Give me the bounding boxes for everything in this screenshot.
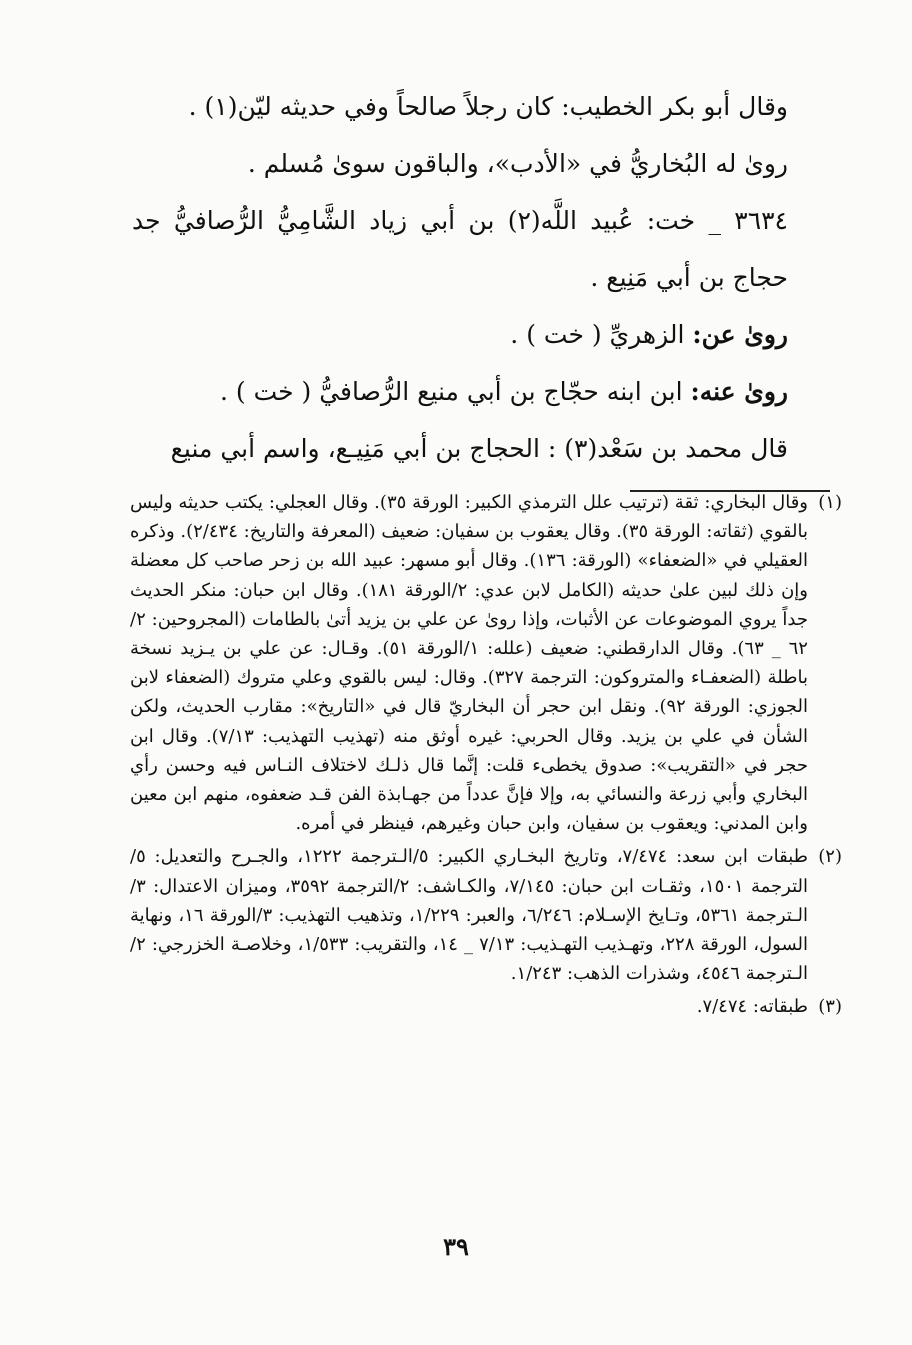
paragraph-6: قال محمد بن سَعْد(٣) : الحجاج بن أبي مَنِيـع، واسم أبي منيع <box>170 434 788 463</box>
footnote-number: (١) <box>818 492 842 513</box>
page-number: ٣٩ <box>443 1232 469 1261</box>
footnote-2 <box>130 842 842 988</box>
narrated-by-label: روىٰ عنه: <box>690 377 788 406</box>
footnote-text: طبقاته: ٧/٤٧٤. <box>696 996 808 1018</box>
narrated-from-text: الزهريِّ ( خت ) . <box>510 320 685 349</box>
footnote-text: طبقات ابن سعد: ٧/٤٧٤، وتاريخ البخـاري الكبير: ٥/الـترجمة ١٢٢٢، والجـرح والتعديل: ٥/الترجمة ١٥٠١، وثقـات ابن حبان: ٧/١٤٥، والكـاشف: ٢/الترجمة ٣٥٩٢، وميزان الاعتدال: ٣/الـترجمة ٥٣٦١، وتـايخ الإسـلام: ٦/٢٤٦، والعبر: ١/٢٢٩، وتذهيب التهذيب: ٣/الورقة ١٦، ونهاية السول، الورقة ٢٢٨، وتهـذيب التهـذيب: ٧/١٣ _ ١٤، والتقريب: ١/٥٣٣، وخلاصـة الخزرجي: ٢/الـترجمة ٤٥٤٦، وشذرات الذهب: ١/٢٤٣. <box>130 846 808 985</box>
entry-heading: ٣٦٣٤ _ خت: عُبيد اللَّه(٢) بن أبي زياد الشَّامِيُّ الرُّصافيُّ جد حجاج بن أبي مَنِيع . <box>132 206 788 292</box>
narrated-from-label: روىٰ عن: <box>692 320 788 349</box>
footnote-text: وقال البخاري: ثقة (ترتيب علل الترمذي الكبير: الورقة ٣٥). وقال العجلي: يكتب حديثه وليس بالقوي (ثقاته: الورقة ٣٥). وقال يعقوب بن سفيان: ضعيف (المعرفة والتاريخ: ٢/٤٣٤). وذكره العقيلي في «الضعفاء» (الورقة: ١٣٦). وقال أبو مسهر: عبيد الله بن زحر صاحب كل معضلة وإن ذلك لبين علىٰ حديثه (الكامل لابن عدي: ٢/الورقة ١٨١). وقال ابن حبان: منكر الحديث جداً يروي الموضوعات عن الأثبات، وإذا روىٰ عن علي بن يزيد أتىٰ بالطامات (المجروحين: ٢/ ٦٢ _ ٦٣). وقال الدارقطني: ضعيف (علله: ١/الورقة ٥١). وقـال: عن علي بن يـزيد نسخة باطلة (الضعفـاء والمتروكون: الترجمة ٣٢٧). وقال: ليس بالقوي وعلي متروك (الضعفاء لابن الجوزي: الورقة ٩٢). ونقل ابن حجر أن البخاريّ قال في «التاريخ»: مقارب الحديث، ولكن الشأن في علي بن يزيد. وقال الحربي: غيره أوثق منه (تهذيب التهذيب: ٧/١٣). وقال ابن حجر في «التقريب»: صدوق يخطىء قلت: إنَّما قال ذلـك لاختلاف النـاس فيه وحسن رأي البخاري وأبي زرعة والنسائي به، وإلا فإنَّ عدداً من جهـابذة الفن قـد ضعفوه، منهم ابن معين وابن المدني: ويعقوب بن سفيان، وابن حبان وغيرهم، فينظر في أمره. <box>130 492 809 835</box>
footnote-number: (٢) <box>818 846 842 868</box>
narrated-from <box>132 306 830 363</box>
paragraph-2: روىٰ له البُخاريُّ في «الأدب»، والباقون سوىٰ مُسلم . <box>247 149 788 178</box>
footnotes <box>130 488 842 1026</box>
narrated-by-text: ابن ابنه حجّاج بن أبي منيع الرُّصافيُّ ( خت ) . <box>219 377 683 406</box>
main-text <box>132 78 830 477</box>
paragraph-1: وقال أبو بكر الخطيب: كان رجلاً صالحاً وفي حديثه ليّن(١) . <box>188 92 788 121</box>
narrated-by <box>132 363 830 420</box>
footnote-1 <box>130 488 842 838</box>
footnote-3 <box>130 992 842 1021</box>
footnote-number: (٣) <box>818 996 842 1018</box>
